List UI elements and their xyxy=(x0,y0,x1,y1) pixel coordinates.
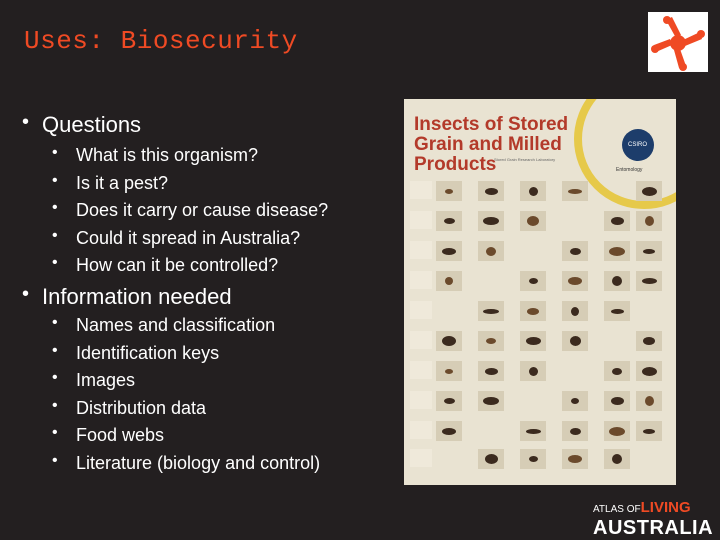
poster-label-box xyxy=(410,211,432,229)
insect-specimen xyxy=(444,398,455,404)
poster-specimen xyxy=(562,421,588,441)
poster-specimen xyxy=(520,421,546,441)
list-item-text: Food webs xyxy=(76,425,165,445)
poster-specimen xyxy=(604,421,630,441)
poster-specimen xyxy=(604,361,630,381)
csiro-brand: CSIRO xyxy=(628,142,648,148)
insect-specimen xyxy=(611,397,624,405)
list-item-text: Does it carry or cause disease? xyxy=(76,200,329,220)
bullet: • xyxy=(52,424,58,441)
poster-specimen xyxy=(478,391,504,411)
poster-image xyxy=(404,99,676,485)
poster-specimen xyxy=(636,241,662,261)
poster-label-box xyxy=(410,241,432,259)
insect-specimen xyxy=(485,188,498,195)
insect-specimen xyxy=(442,428,456,435)
poster-specimen xyxy=(636,271,662,291)
section-heading: Information needed xyxy=(42,284,232,309)
bullet: • xyxy=(52,227,58,244)
poster-specimen xyxy=(604,241,630,261)
poster-specimen xyxy=(520,181,546,201)
insect-specimen xyxy=(568,455,582,463)
insect-specimen xyxy=(643,249,655,254)
poster-specimen xyxy=(436,331,462,351)
poster-specimen xyxy=(562,301,588,321)
bullet: • xyxy=(52,254,58,271)
poster-specimen xyxy=(636,391,662,411)
insect-specimen xyxy=(486,338,496,344)
poster-label-box xyxy=(410,361,432,379)
poster-specimen xyxy=(520,449,546,469)
bullet: • xyxy=(22,283,30,305)
poster-specimen xyxy=(636,361,662,381)
poster-subtitle: Stored Grain Research Laboratory xyxy=(494,157,556,162)
poster-specimen xyxy=(436,421,462,441)
insect-specimen xyxy=(612,276,622,286)
insect-specimen xyxy=(643,429,655,434)
poster-specimen xyxy=(436,391,462,411)
poster-specimen xyxy=(478,361,504,381)
bullet: • xyxy=(52,369,58,386)
poster-specimen xyxy=(562,331,588,351)
list-item-text: Images xyxy=(76,370,136,390)
insect-specimen xyxy=(485,454,498,464)
ala-logo-line2: AUSTRALIA xyxy=(593,517,714,539)
poster-specimen xyxy=(636,181,662,201)
poster-specimen xyxy=(436,181,462,201)
list-item-text: How can it be controlled? xyxy=(76,255,279,275)
bullet: • xyxy=(52,342,58,359)
poster-specimen xyxy=(604,449,630,469)
insect-specimen xyxy=(485,368,498,375)
poster-specimen xyxy=(562,391,588,411)
list-item-text: Is it a pest? xyxy=(76,173,169,193)
insect-specimen xyxy=(445,369,453,374)
insect-specimen xyxy=(571,398,579,404)
insect-specimen xyxy=(527,308,539,315)
poster-specimen xyxy=(478,211,504,231)
bullet: • xyxy=(52,144,58,161)
insect-specimen xyxy=(643,337,655,345)
list-item-text: Distribution data xyxy=(76,398,207,418)
bullet: • xyxy=(52,199,58,216)
poster-specimen xyxy=(562,181,588,201)
poster-specimen xyxy=(478,449,504,469)
poster-specimen xyxy=(520,331,546,351)
ala-mark-logo xyxy=(648,12,708,72)
poster-specimen xyxy=(604,301,630,321)
poster-specimen xyxy=(478,301,504,321)
insect-specimen xyxy=(445,277,453,285)
insect-specimen xyxy=(611,309,624,314)
poster-specimen xyxy=(562,241,588,261)
bullet: • xyxy=(52,452,58,469)
insect-specimen xyxy=(483,217,499,225)
poster-specimen xyxy=(604,391,630,411)
poster-label-box xyxy=(410,271,432,289)
poster-title: Insects of Stored Grain and Milled Products xyxy=(414,114,569,175)
poster-label-box xyxy=(410,331,432,349)
list-item-text: Could it spread in Australia? xyxy=(76,228,301,248)
insect-specimen xyxy=(529,456,538,462)
poster-specimen xyxy=(604,271,630,291)
section-heading: Questions xyxy=(42,112,142,137)
poster-specimen xyxy=(478,181,504,201)
insect-specimen xyxy=(442,336,456,346)
ala-logo-line1 xyxy=(593,499,691,516)
poster-label-box xyxy=(410,181,432,199)
poster-specimen xyxy=(436,271,462,291)
insect-specimen xyxy=(529,278,538,284)
insect-specimen xyxy=(526,429,541,434)
insect-specimen xyxy=(486,247,496,256)
poster-specimen xyxy=(436,211,462,231)
insect-specimen xyxy=(642,278,657,284)
bullet: • xyxy=(52,172,58,189)
poster-specimen xyxy=(636,421,662,441)
poster-label-box xyxy=(410,301,432,319)
insect-specimen xyxy=(529,367,538,376)
bullet: • xyxy=(52,314,58,331)
csiro-logo xyxy=(622,129,654,161)
insect-specimen xyxy=(642,187,657,196)
poster-specimen xyxy=(604,211,630,231)
list-item-text: What is this organism? xyxy=(76,145,259,165)
list-item-text: Names and classification xyxy=(76,315,276,335)
insect-specimen xyxy=(442,248,456,255)
slide-title: Uses: Biosecurity xyxy=(24,26,298,56)
poster-specimen xyxy=(478,241,504,261)
poster-specimen xyxy=(520,211,546,231)
poster-label-box xyxy=(410,449,432,467)
poster-specimen xyxy=(636,331,662,351)
insect-specimen xyxy=(445,189,453,194)
poster-specimen xyxy=(436,241,462,261)
insect-specimen xyxy=(611,217,624,225)
insect-specimen xyxy=(526,337,541,345)
poster-specimen xyxy=(636,211,662,231)
insect-specimen xyxy=(529,187,538,196)
insect-specimen xyxy=(483,309,499,314)
poster-specimen xyxy=(562,271,588,291)
poster-specimen xyxy=(520,361,546,381)
insect-specimen xyxy=(609,427,625,436)
poster-label-box xyxy=(410,421,432,439)
list-item-text: Identification keys xyxy=(76,343,220,363)
insect-specimen xyxy=(612,454,622,464)
list-item-text: Literature (biology and control) xyxy=(76,453,321,473)
bullet: • xyxy=(22,111,30,133)
insect-specimen xyxy=(527,216,539,226)
insect-specimen xyxy=(444,218,455,224)
ala-logo-prefix: ATLAS OF xyxy=(593,504,641,515)
insect-specimen xyxy=(570,248,581,255)
poster-label-box xyxy=(410,391,432,409)
ala-logo-living: LIVING xyxy=(640,499,691,516)
csiro-subtitle: Entomology xyxy=(616,167,643,173)
insect-specimen xyxy=(570,428,581,435)
insect-specimen xyxy=(642,367,657,376)
poster-specimen xyxy=(520,271,546,291)
insect-specimen xyxy=(612,368,622,375)
insect-specimen xyxy=(568,277,582,285)
poster-specimen xyxy=(436,361,462,381)
insect-specimen xyxy=(570,336,581,346)
poster-specimen xyxy=(478,331,504,351)
insect-specimen xyxy=(609,247,625,256)
poster-specimen xyxy=(520,301,546,321)
insect-specimen xyxy=(568,189,582,194)
bullet: • xyxy=(52,397,58,414)
insect-specimen xyxy=(483,397,499,405)
insect-specimen xyxy=(571,307,579,316)
insect-specimen xyxy=(645,216,654,226)
poster-specimen xyxy=(562,449,588,469)
insect-specimen xyxy=(645,396,654,406)
